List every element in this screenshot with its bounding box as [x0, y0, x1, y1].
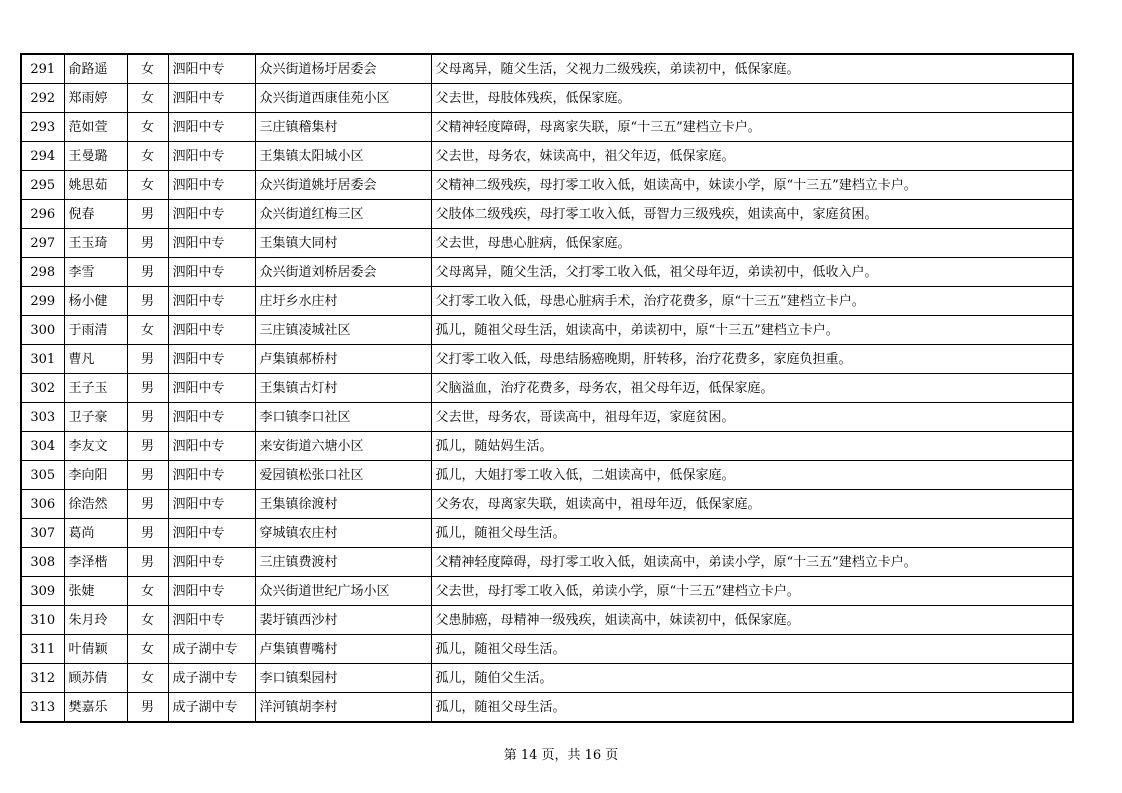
family-situation-cell: 父母离异，随父生活，父视力二级残疾，弟读初中，低保家庭。	[431, 54, 1073, 84]
gender-cell: 女	[127, 113, 168, 142]
table-row	[21, 345, 1073, 374]
family-situation-cell: 父去世，母肢体残疾，低保家庭。	[431, 84, 1073, 113]
table-row	[21, 316, 1073, 345]
table-row	[21, 432, 1073, 461]
school-cell: 泗阳中专	[168, 345, 255, 374]
gender-cell: 男	[127, 374, 168, 403]
address-cell: 众兴街道世纪广场小区	[255, 577, 431, 606]
student-name-cell: 王子玉	[64, 374, 127, 403]
gender-cell: 男	[127, 345, 168, 374]
address-cell: 王集镇太阳城小区	[255, 142, 431, 171]
address-cell: 众兴街道姚圩居委会	[255, 171, 431, 200]
table-row	[21, 258, 1073, 287]
table-row	[21, 229, 1073, 258]
gender-cell: 男	[127, 287, 168, 316]
family-situation-cell: 父脑溢血，治疗花费多，母务农，祖父母年迈，低保家庭。	[431, 374, 1073, 403]
table-row	[21, 54, 1073, 84]
school-cell: 成子湖中专	[168, 664, 255, 693]
student-name-cell: 杨小健	[64, 287, 127, 316]
row-number-cell: 308	[21, 548, 64, 577]
school-cell: 泗阳中专	[168, 200, 255, 229]
address-cell: 众兴街道红梅三区	[255, 200, 431, 229]
gender-cell: 女	[127, 606, 168, 635]
school-cell: 泗阳中专	[168, 374, 255, 403]
student-name-cell: 王玉琦	[64, 229, 127, 258]
gender-cell: 男	[127, 258, 168, 287]
address-cell: 三庄镇稽集村	[255, 113, 431, 142]
student-name-cell: 于雨清	[64, 316, 127, 345]
row-number-cell: 313	[21, 693, 64, 723]
family-situation-cell: 父精神轻度障碍，母打零工收入低，姐读高中，弟读小学，原“十三五”建档立卡户。	[431, 548, 1073, 577]
student-name-cell: 叶倩颖	[64, 635, 127, 664]
page-footer: 第 14 页，共 16 页	[503, 748, 619, 763]
gender-cell: 女	[127, 635, 168, 664]
gender-cell: 男	[127, 693, 168, 723]
table-row	[21, 374, 1073, 403]
school-cell: 泗阳中专	[168, 258, 255, 287]
row-number-cell: 298	[21, 258, 64, 287]
student-table	[20, 53, 1074, 723]
student-name-cell: 曹凡	[64, 345, 127, 374]
student-name-cell: 张婕	[64, 577, 127, 606]
address-cell: 穿城镇农庄村	[255, 519, 431, 548]
student-name-cell: 徐浩然	[64, 490, 127, 519]
student-name-cell: 李向阳	[64, 461, 127, 490]
row-number-cell: 297	[21, 229, 64, 258]
school-cell: 泗阳中专	[168, 548, 255, 577]
table-row	[21, 461, 1073, 490]
gender-cell: 女	[127, 171, 168, 200]
address-cell: 来安街道六塘小区	[255, 432, 431, 461]
school-cell: 泗阳中专	[168, 142, 255, 171]
table-row	[21, 403, 1073, 432]
family-situation-cell: 父去世，母务农，哥读高中，祖母年迈，家庭贫困。	[431, 403, 1073, 432]
gender-cell: 男	[127, 548, 168, 577]
row-number-cell: 312	[21, 664, 64, 693]
address-cell: 三庄镇凌城社区	[255, 316, 431, 345]
family-situation-cell: 孤儿，随祖父母生活。	[431, 635, 1073, 664]
table-row	[21, 84, 1073, 113]
student-name-cell: 王曼璐	[64, 142, 127, 171]
table-row	[21, 577, 1073, 606]
student-name-cell: 顾苏倩	[64, 664, 127, 693]
row-number-cell: 292	[21, 84, 64, 113]
row-number-cell: 301	[21, 345, 64, 374]
row-number-cell: 310	[21, 606, 64, 635]
table-row	[21, 548, 1073, 577]
address-cell: 三庄镇费渡村	[255, 548, 431, 577]
table-row	[21, 664, 1073, 693]
school-cell: 泗阳中专	[168, 606, 255, 635]
address-cell: 王集镇古灯村	[255, 374, 431, 403]
family-situation-cell: 父去世，母患心脏病，低保家庭。	[431, 229, 1073, 258]
row-number-cell: 303	[21, 403, 64, 432]
row-number-cell: 293	[21, 113, 64, 142]
address-cell: 卢集镇郝桥村	[255, 345, 431, 374]
gender-cell: 女	[127, 316, 168, 345]
row-number-cell: 291	[21, 54, 64, 84]
student-name-cell: 俞路遥	[64, 54, 127, 84]
table-row	[21, 606, 1073, 635]
family-situation-cell: 父精神二级残疾，母打零工收入低，姐读高中，妹读小学，原“十三五”建档立卡户。	[431, 171, 1073, 200]
gender-cell: 女	[127, 577, 168, 606]
gender-cell: 男	[127, 229, 168, 258]
family-situation-cell: 孤儿，随伯父生活。	[431, 664, 1073, 693]
school-cell: 泗阳中专	[168, 577, 255, 606]
row-number-cell: 307	[21, 519, 64, 548]
row-number-cell: 294	[21, 142, 64, 171]
family-situation-cell: 孤儿，随祖父母生活，姐读高中，弟读初中，原“十三五”建档立卡户。	[431, 316, 1073, 345]
gender-cell: 男	[127, 432, 168, 461]
gender-cell: 男	[127, 490, 168, 519]
school-cell: 泗阳中专	[168, 229, 255, 258]
family-situation-cell: 父去世，母务农，妹读高中，祖父年迈，低保家庭。	[431, 142, 1073, 171]
school-cell: 泗阳中专	[168, 171, 255, 200]
student-name-cell: 李友文	[64, 432, 127, 461]
school-cell: 泗阳中专	[168, 461, 255, 490]
address-cell: 众兴街道刘桥居委会	[255, 258, 431, 287]
student-name-cell: 倪春	[64, 200, 127, 229]
table-row	[21, 693, 1073, 723]
address-cell: 王集镇徐渡村	[255, 490, 431, 519]
gender-cell: 女	[127, 142, 168, 171]
student-name-cell: 卫子豪	[64, 403, 127, 432]
address-cell: 爱园镇松张口社区	[255, 461, 431, 490]
row-number-cell: 300	[21, 316, 64, 345]
family-situation-cell: 父母离异，随父生活，父打零工收入低，祖父母年迈，弟读初中，低收入户。	[431, 258, 1073, 287]
student-name-cell: 范如萱	[64, 113, 127, 142]
family-situation-cell: 父精神轻度障碍，母离家失联，原“十三五”建档立卡户。	[431, 113, 1073, 142]
school-cell: 泗阳中专	[168, 316, 255, 345]
gender-cell: 男	[127, 461, 168, 490]
table-row	[21, 490, 1073, 519]
table-row	[21, 635, 1073, 664]
address-cell: 众兴街道西康佳苑小区	[255, 84, 431, 113]
address-cell: 王集镇大同村	[255, 229, 431, 258]
address-cell: 李口镇李口社区	[255, 403, 431, 432]
school-cell: 泗阳中专	[168, 519, 255, 548]
gender-cell: 男	[127, 519, 168, 548]
row-number-cell: 299	[21, 287, 64, 316]
family-situation-cell: 父肢体二级残疾，母打零工收入低，哥智力三级残疾，姐读高中，家庭贫困。	[431, 200, 1073, 229]
gender-cell: 男	[127, 403, 168, 432]
school-cell: 泗阳中专	[168, 287, 255, 316]
row-number-cell: 302	[21, 374, 64, 403]
family-situation-cell: 孤儿，大姐打零工收入低，二姐读高中，低保家庭。	[431, 461, 1073, 490]
school-cell: 泗阳中专	[168, 84, 255, 113]
family-situation-cell: 父去世，母打零工收入低，弟读小学，原“十三五”建档立卡户。	[431, 577, 1073, 606]
gender-cell: 女	[127, 54, 168, 84]
student-name-cell: 姚思茹	[64, 171, 127, 200]
school-cell: 泗阳中专	[168, 432, 255, 461]
school-cell: 泗阳中专	[168, 54, 255, 84]
address-cell: 李口镇梨园村	[255, 664, 431, 693]
school-cell: 泗阳中专	[168, 113, 255, 142]
row-number-cell: 295	[21, 171, 64, 200]
row-number-cell: 306	[21, 490, 64, 519]
gender-cell: 女	[127, 84, 168, 113]
row-number-cell: 296	[21, 200, 64, 229]
table-row	[21, 113, 1073, 142]
student-name-cell: 李泽楷	[64, 548, 127, 577]
family-situation-cell: 孤儿，随祖父母生活。	[431, 519, 1073, 548]
family-situation-cell: 父打零工收入低，母患心脏病手术，治疗花费多，原“十三五”建档立卡户。	[431, 287, 1073, 316]
student-name-cell: 郑雨婷	[64, 84, 127, 113]
family-situation-cell: 孤儿，随姑妈生活。	[431, 432, 1073, 461]
school-cell: 泗阳中专	[168, 403, 255, 432]
family-situation-cell: 孤儿，随祖父母生活。	[431, 693, 1073, 723]
address-cell: 庄圩乡水庄村	[255, 287, 431, 316]
address-cell: 众兴街道杨圩居委会	[255, 54, 431, 84]
row-number-cell: 304	[21, 432, 64, 461]
table-row	[21, 142, 1073, 171]
row-number-cell: 311	[21, 635, 64, 664]
student-name-cell: 朱月玲	[64, 606, 127, 635]
row-number-cell: 309	[21, 577, 64, 606]
student-name-cell: 樊嘉乐	[64, 693, 127, 723]
row-number-cell: 305	[21, 461, 64, 490]
table-row	[21, 200, 1073, 229]
address-cell: 洋河镇胡李村	[255, 693, 431, 723]
school-cell: 泗阳中专	[168, 490, 255, 519]
table-row	[21, 519, 1073, 548]
table-row	[21, 171, 1073, 200]
table-row	[21, 287, 1073, 316]
school-cell: 成子湖中专	[168, 635, 255, 664]
school-cell: 成子湖中专	[168, 693, 255, 723]
address-cell: 裴圩镇西沙村	[255, 606, 431, 635]
address-cell: 卢集镇曹嘴村	[255, 635, 431, 664]
gender-cell: 男	[127, 200, 168, 229]
family-situation-cell: 父患肺癌，母精神一级残疾，姐读高中，妹读初中，低保家庭。	[431, 606, 1073, 635]
family-situation-cell: 父打零工收入低，母患结肠癌晚期，肝转移，治疗花费多，家庭负担重。	[431, 345, 1073, 374]
family-situation-cell: 父务农，母离家失联，姐读高中，祖母年迈，低保家庭。	[431, 490, 1073, 519]
gender-cell: 女	[127, 664, 168, 693]
student-name-cell: 葛尚	[64, 519, 127, 548]
student-name-cell: 李雪	[64, 258, 127, 287]
